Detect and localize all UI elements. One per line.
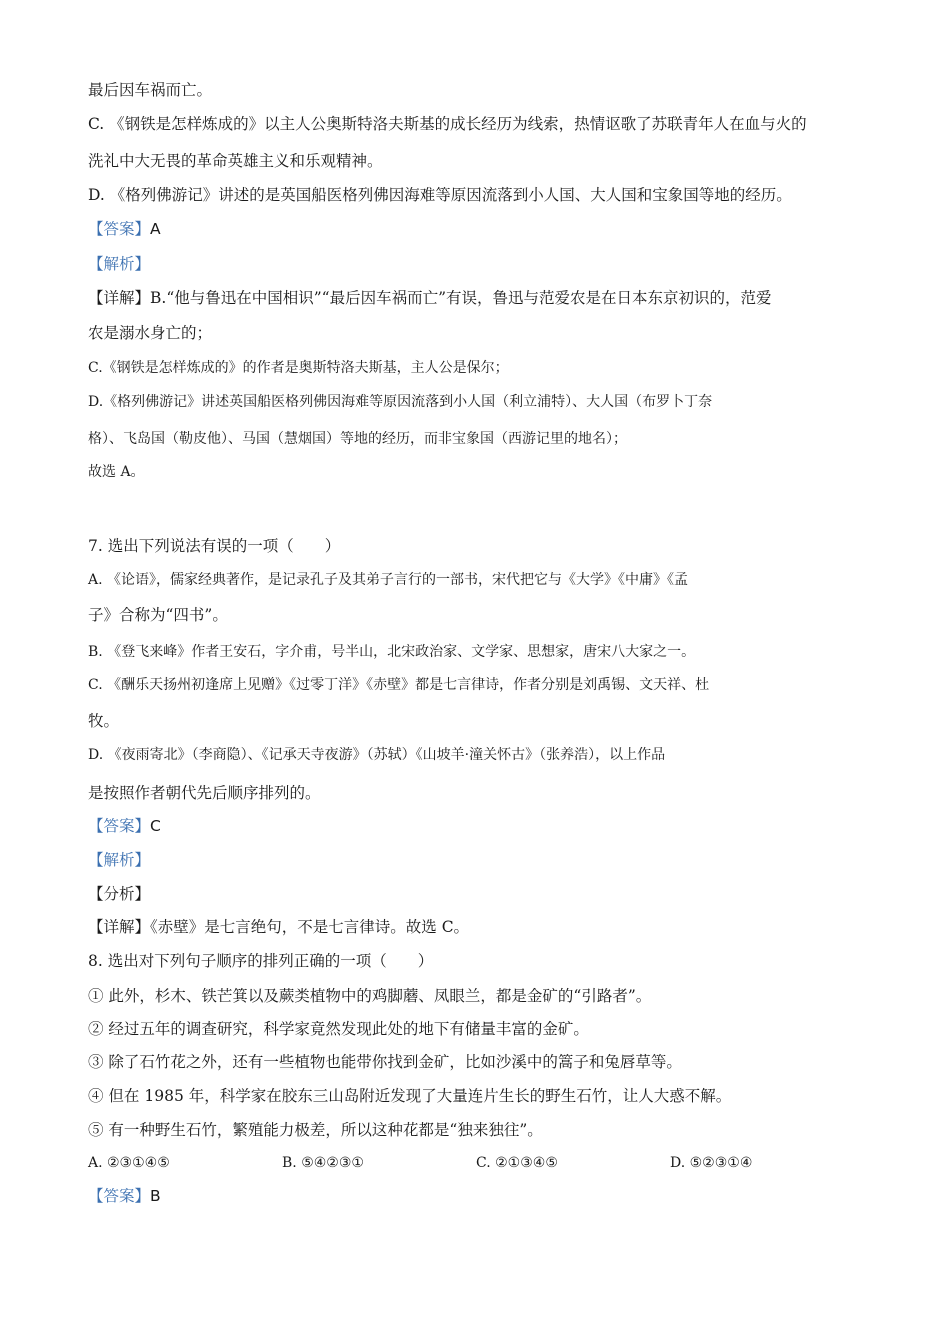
q8-answer-line xyxy=(88,1186,161,1206)
q7-option-a-line1: A. 《论语》，儒家经典著作，是记录孔子及其弟子言行的一部书，宋代把它与《大学》《中庸》《孟 xyxy=(88,572,689,588)
q7-option-d-line1: D. 《夜雨寄北》（李商隐）、《记承天寺夜游》（苏轼）《山坡羊·潼关怀古》（张养浩），以上作品 xyxy=(88,747,666,763)
q6-answer-line xyxy=(88,219,161,239)
q7-answer-line xyxy=(88,816,161,836)
answer-value: B xyxy=(150,1187,161,1205)
q6-detail-line6: 故选 A。 xyxy=(88,464,145,480)
q6-option-c-line1: C. 《钢铁是怎样炼成的》以主人公奥斯特洛夫斯基的成长经历为线索，热情讴歌了苏联青年人在血与火的 xyxy=(88,115,807,133)
q8-option-b: B. ⑤④②③① xyxy=(282,1155,364,1171)
q7-option-c-line2: 牧。 xyxy=(88,712,120,730)
detail-text: 《赤壁》是七言绝句，不是七言律诗。故选 C。 xyxy=(150,918,470,936)
q8-option-c: C. ②①③④⑤ xyxy=(476,1155,558,1171)
q7-option-b: B. 《登飞来峰》作者王安石，字介甫，号半山，北宋政治家、文学家、思想家，唐宋八大家之一。 xyxy=(88,644,696,660)
q6-detail-line5: 格）、飞岛国（勒皮他）、马国（慧烟国）等地的经历，而非宝象国（西游记里的地名）； xyxy=(88,431,627,447)
q8-option-a: A. ②③①④⑤ xyxy=(88,1155,170,1171)
q8-stem: 8. 选出对下列句子顺序的排列正确的一项（ ） xyxy=(88,952,434,970)
q6-analysis-tag xyxy=(88,254,150,274)
q7-analysis-tag xyxy=(88,850,150,870)
answer-value: C xyxy=(150,817,161,835)
q7-detail-line xyxy=(88,917,469,937)
q7-option-a-line2: 子》合称为“四书”。 xyxy=(88,606,228,624)
q8-sentence-4: ④ 但在 1985 年，科学家在胶东三山岛附近发现了大量连片生长的野生石竹，让人大惑不解。 xyxy=(88,1087,732,1105)
detail-tag: 【详解】 xyxy=(88,289,151,307)
q6-detail-line4: D.《格列佛游记》讲述英国船医格列佛因海难等原因流落到小人国（利立浦特）、大人国（布罗卜丁奈 xyxy=(88,394,713,410)
q7-fenxi-tag: 【分析】 xyxy=(88,885,151,903)
answer-tag: 【答案】 xyxy=(88,817,151,835)
detail-text: B.“他与鲁迅在中国相识”“最后因车祸而亡”有误，鲁迅与范爱农是在日本东京初识的，范爱 xyxy=(150,289,772,307)
q6-detail-line1 xyxy=(88,288,772,308)
answer-value: A xyxy=(150,220,161,238)
q8-sentence-5: ⑤ 有一种野生石竹，繁殖能力极差，所以这种花都是“独来独往”。 xyxy=(88,1121,543,1139)
q6-option-c-line2: 洗礼中大无畏的革命英雄主义和乐观精神。 xyxy=(88,152,383,170)
q7-stem: 7. 选出下列说法有误的一项（ ） xyxy=(88,537,341,555)
detail-tag: 【详解】 xyxy=(88,918,151,936)
analysis-tag: 【解析】 xyxy=(88,851,151,869)
q6-option-b-tail: 最后因车祸而亡。 xyxy=(88,81,213,99)
q8-sentence-3: ③ 除了石竹花之外，还有一些植物也能带你找到金矿，比如沙溪中的篙子和兔唇草等。 xyxy=(88,1053,682,1071)
q7-option-c-line1: C. 《酬乐天扬州初逢席上见赠》《过零丁洋》《赤壁》都是七言律诗，作者分别是刘禹锡、文天祥、杜 xyxy=(88,677,710,693)
q6-detail-line3: C.《钢铁是怎样炼成的》的作者是奥斯特洛夫斯基，主人公是保尔； xyxy=(88,360,509,376)
q8-option-d: D. ⑤②③①④ xyxy=(670,1155,753,1171)
q7-option-d-line2: 是按照作者朝代先后顺序排列的。 xyxy=(88,784,321,802)
q6-detail-line2: 农是溺水身亡的； xyxy=(88,324,213,342)
answer-tag: 【答案】 xyxy=(88,220,151,238)
q8-sentence-1: ① 此外，杉木、铁芒箕以及蕨类植物中的鸡脚蘑、凤眼兰，都是金矿的“引路者”。 xyxy=(88,987,652,1005)
q6-option-d: D. 《格列佛游记》讲述的是英国船医格列佛因海难等原因流落到小人国、大人国和宝象国等地的经历。 xyxy=(88,186,792,204)
analysis-tag: 【解析】 xyxy=(88,255,151,273)
answer-tag: 【答案】 xyxy=(88,1187,151,1205)
q8-sentence-2: ② 经过五年的调查研究，科学家竟然发现此处的地下有储量丰富的金矿。 xyxy=(88,1020,589,1038)
